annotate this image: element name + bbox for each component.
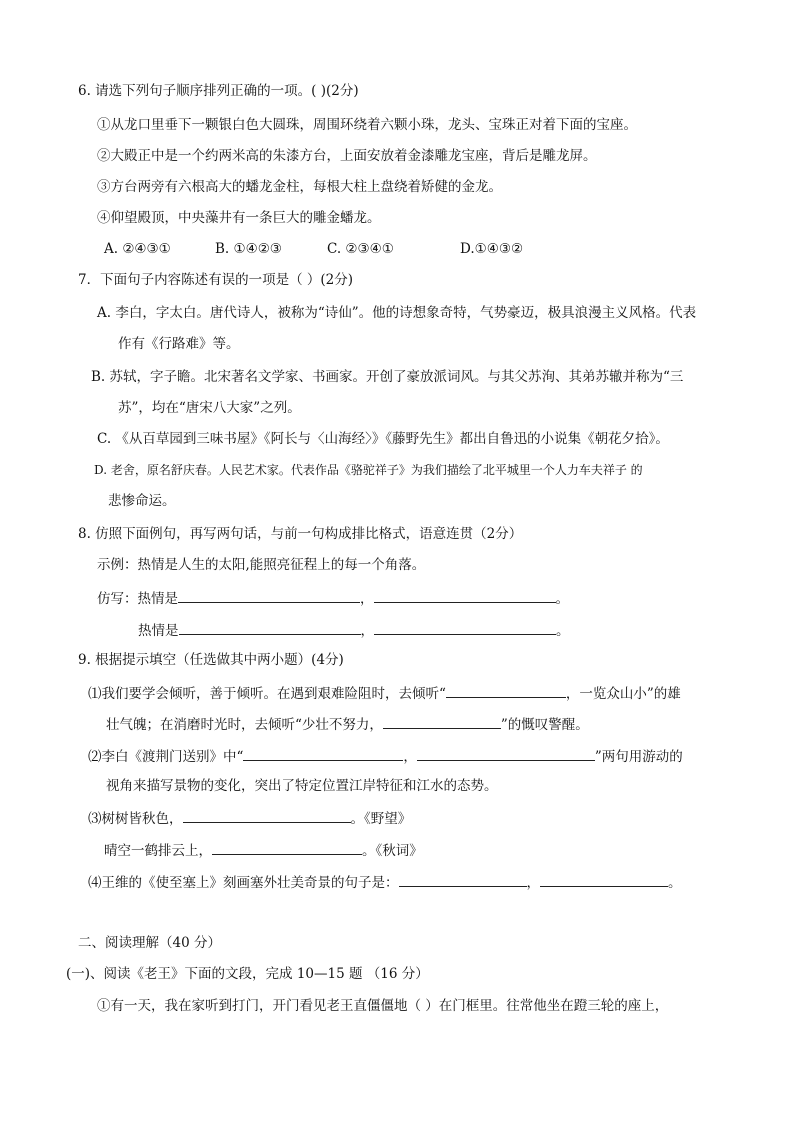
q9-blank-1a[interactable] — [446, 683, 566, 698]
q9-blank-1b[interactable] — [383, 714, 501, 729]
q9-blank-2a[interactable] — [243, 746, 403, 761]
period: 。 — [556, 623, 570, 639]
q9-blank-4b[interactable] — [540, 872, 668, 887]
q9-item-2-line2: 视角来描写景物的变化，突出了特定位置江岸特征和江水的态势。 — [106, 778, 498, 794]
q8-write-line-2 — [138, 620, 570, 640]
q9-item-3-line1 — [88, 808, 411, 828]
comma: ， — [526, 875, 540, 891]
q7-option-a-line1: A. 李白，字太白。唐代诗人，被称为“诗仙”。他的诗想象奇特，气势豪迈，极具浪漫主义风格。代表 — [97, 305, 697, 321]
q7-title: 7．下面句子内容陈述有误的一项是（ ）(2分) — [78, 272, 354, 288]
q6-title: 6. 请选下列句子顺序排列正确的一项。( )(2分) — [78, 83, 359, 99]
comma: ， — [360, 591, 374, 607]
q9-item-3-prefix: ⑶树树皆秋色， — [88, 811, 183, 827]
comma: ， — [403, 749, 417, 765]
q8-blank-2a[interactable] — [179, 620, 361, 635]
period: 。 — [555, 591, 569, 607]
q7-option-d-line1: D. 老舍，原名舒庆春。人民艺术家。代表作品《骆驼祥子》为我们描绘了北平城里一个人力车夫祥子 的 — [94, 463, 643, 477]
q9-blank-4a[interactable] — [399, 872, 527, 887]
q8-write-line-1 — [97, 588, 569, 608]
q8-write-label: 仿写：热情是 — [97, 591, 178, 607]
q9-item-3b-suffix: 。《秋词》 — [362, 843, 423, 859]
q8-example: 示例：热情是人生的太阳,能照亮征程上的每一个角落。 — [97, 557, 426, 573]
q9-blank-2b[interactable] — [417, 746, 595, 761]
q6-sentence-1: ①从龙口里垂下一颗银白色大圆珠，周围环绕着六颗小珠，龙头、宝珠正对着下面的宝座。 — [97, 117, 637, 133]
q9-item-2-line1 — [88, 746, 683, 766]
q9-item-3-line2 — [104, 840, 423, 860]
q8-line2-label: 热情是 — [138, 623, 179, 639]
q9-title: 9. 根据提示填空（任选做其中两小题）(4分) — [78, 652, 344, 668]
q6-option-d: D.①④③② — [460, 241, 524, 257]
q7-option-b-line1: B. 苏轼，字子瞻。北宋著名文学家、书画家。开创了豪放派词风。与其父苏洵、其弟苏辙并称为“三 — [91, 369, 684, 385]
q8-blank-2b[interactable] — [374, 620, 556, 635]
q9-item-3-suffix: 。《野望》 — [350, 811, 412, 827]
q9-item-3b-prefix: 晴空一鹤排云上， — [104, 843, 212, 859]
q9-item-2-prefix: ⑵李白《渡荆门送别》中“ — [88, 749, 244, 765]
section2-title: 二、阅读理解（40 分） — [78, 935, 221, 951]
q9-item-1-line1 — [88, 683, 681, 703]
period: 。 — [668, 875, 682, 891]
q9-blank-3a[interactable] — [183, 808, 351, 823]
section2-sub1-title: (一)、阅读《老王》下面的文段，完成 10—15 题 （16 分） — [66, 966, 429, 982]
q9-item-2-suffix: ”两句用游动的 — [594, 749, 683, 765]
q7-option-a-line2: 作有《行路难》等。 — [118, 336, 240, 352]
q9-item-1-prefix: ⑴我们要学会倾听，善于倾听。在遇到艰难险阻时，去倾听“ — [88, 686, 446, 702]
q8-blank-1a[interactable] — [178, 588, 360, 603]
q9-item-1-suffix: ，一览众山小”的雄 — [565, 686, 681, 702]
q7-option-c: C. 《从百草园到三味书屋》《阿长与〈山海经〉》《藤野先生》都出自鲁迅的小说集《朝花夕拾》。 — [97, 431, 669, 447]
q8-title: 8. 仿照下面例句，再写两句话，与前一句构成排比格式，语意连贯（2分） — [78, 526, 523, 542]
q9-item-4-prefix: ⑷王维的《使至塞上》刻画塞外壮美奇景的句子是： — [88, 875, 399, 891]
q6-option-a: A. ②④③① — [104, 241, 171, 257]
q6-option-c: C. ②③④① — [327, 241, 394, 257]
q6-sentence-4: ④仰望殿顶，中央藻井有一条巨大的雕金蟠龙。 — [97, 210, 381, 226]
q7-option-d-line2: 悲惨命运。 — [108, 493, 176, 509]
comma: ， — [360, 623, 374, 639]
q9-blank-3b[interactable] — [212, 840, 362, 855]
q7-option-b-line2: 苏”，均在“唐宋八大家”之列。 — [118, 400, 301, 416]
q8-blank-1b[interactable] — [374, 588, 556, 603]
q6-option-b: B. ①④②③ — [215, 241, 282, 257]
q6-sentence-2: ②大殿正中是一个约两米高的朱漆方台，上面安放着金漆雕龙宝座，背后是雕龙屏。 — [97, 148, 597, 164]
section2-paragraph-1: ①有一天，我在家听到打门，开门看见老王直僵僵地（ ）在门框里。往常他坐在蹬三轮的座上， — [97, 998, 669, 1014]
q9-item-4 — [88, 872, 682, 892]
q9-item-1-line2 — [106, 714, 589, 734]
q9-item-1b-suffix: ”的慨叹警醒。 — [500, 717, 589, 733]
q9-item-1b-prefix: 壮气魄；在消磨时光时，去倾听“少壮不努力， — [106, 717, 383, 733]
q6-sentence-3: ③方台两旁有六根高大的蟠龙金柱，每根大柱上盘绕着矫健的金龙。 — [97, 179, 502, 195]
